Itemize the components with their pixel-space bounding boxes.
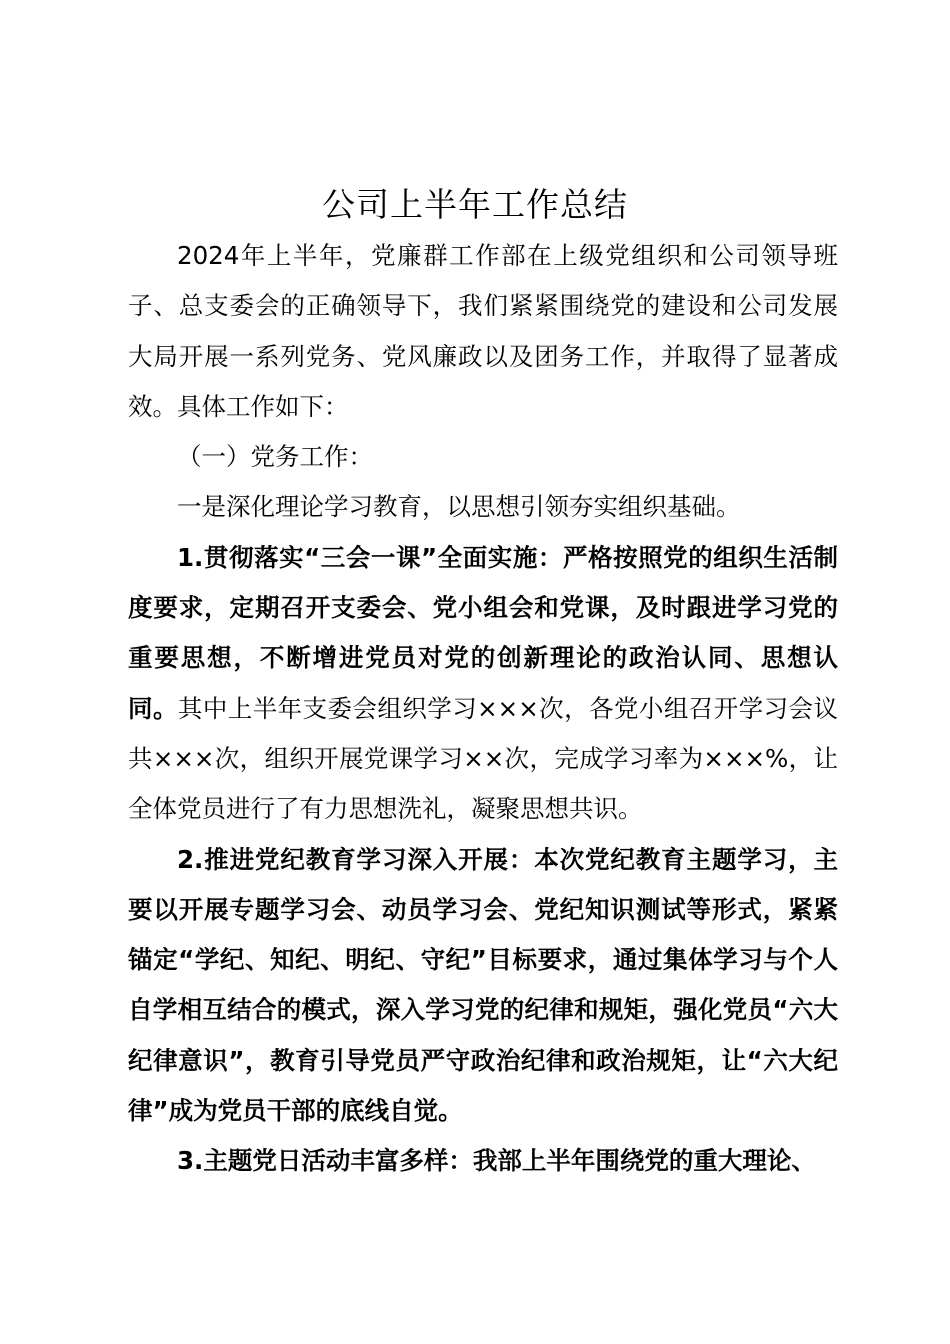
paragraph-item-1 [128, 533, 838, 835]
paragraph-point-one [128, 482, 838, 532]
paragraph-intro [128, 231, 838, 432]
section-heading-text: （一）党务工作： [177, 442, 373, 472]
point-one-text: 一是深化理论学习教育，以思想引领夯实组织基础。 [177, 492, 741, 522]
paragraph-intro-text: 2024年上半年，党廉群工作部在上级党组织和公司领导班子、总支委会的正确领导下，我们紧紧围绕党的建设和公司发展大局开展一系列党务、党风廉政以及团务工作，并取得了显著成效。具体工作如下： [128, 241, 838, 421]
item-2-lead: 2.推进党纪教育学习深入开展：本次党纪教育主题学习，主要以开展专题学习会、动员学习会、党纪知识测试等形式，紧紧锚定“学纪、知纪、明纪、守纪”目标要求，通过集体学习与个人自学相互结合的模式，深入学习党的纪律和规矩，强化党员“六大纪律意识”，教育引导党员严守政治纪律和政治规矩，让“六大纪律”成为党员干部的底线自觉。 [128, 844, 838, 1126]
document-body [128, 231, 838, 1187]
item-1-text: 其中上半年支委会组织学习×××次，各党小组召开学习会议共×××次，组织开展党课学习××次，完成学习率为×××%，让全体党员进行了有力思想洗礼，凝聚思想共识。 [128, 693, 839, 824]
paragraph-item-3 [128, 1136, 838, 1186]
paragraph-section-heading [128, 432, 838, 482]
item-1-lead: 1.贯彻落实“三会一课”全面实施：严格按照党的组织生活制度要求，定期召开支委会、党小组会和党课，及时跟进学习党的重要思想，不断增进党员对党的创新理论的政治认同、思想认同。 [128, 542, 838, 723]
document-title: 公司上半年工作总结 [322, 185, 628, 224]
paragraph-item-2 [128, 835, 838, 1137]
item-3-lead: 3.主题党日活动丰富多样：我部上半年围绕党的重大理论、 [177, 1146, 816, 1176]
